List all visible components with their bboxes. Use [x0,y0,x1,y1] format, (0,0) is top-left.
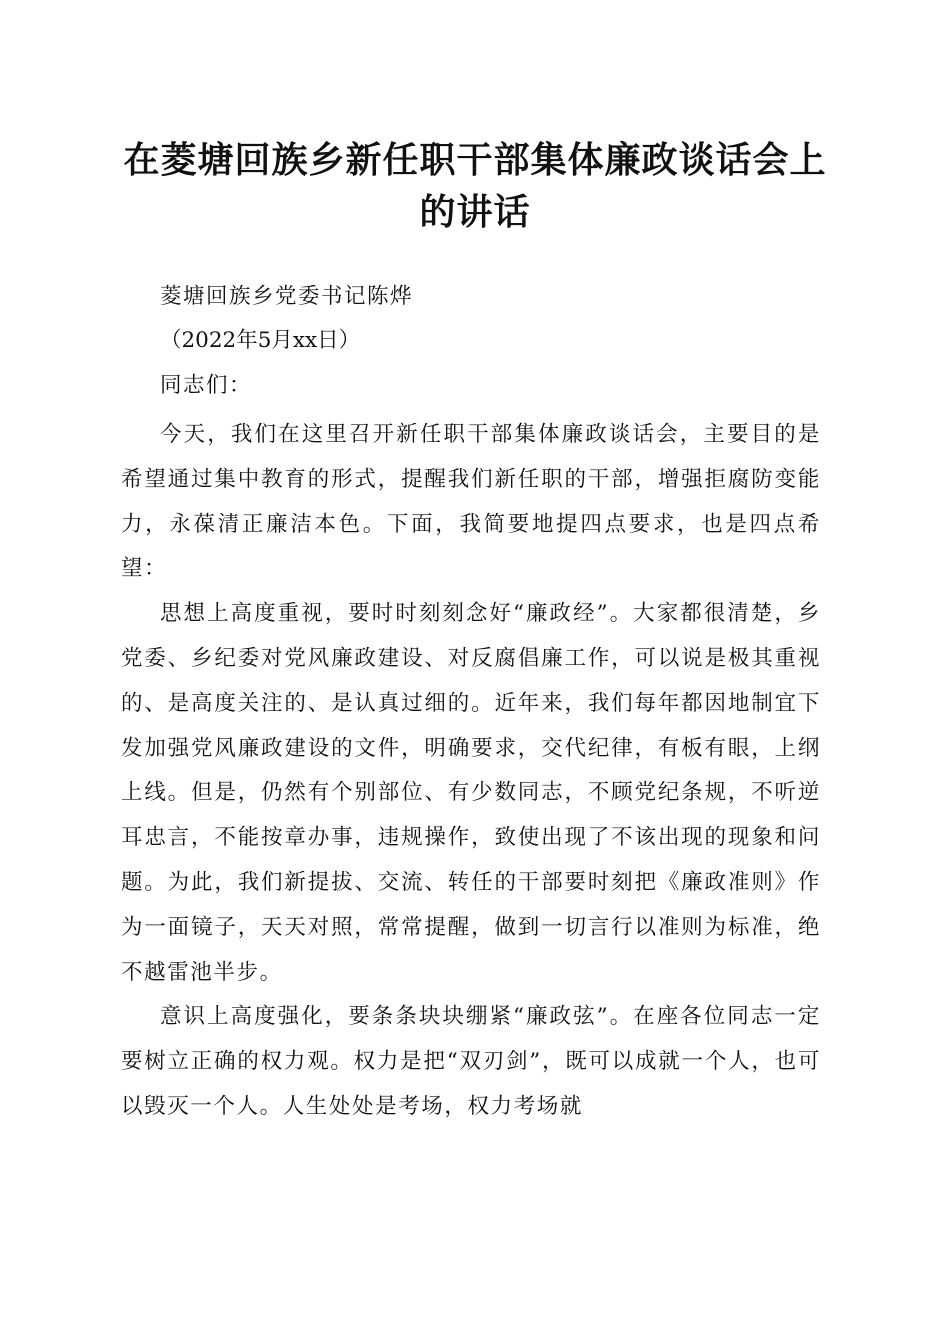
paragraph-intro: 今天，我们在这里召开新任职干部集体廉政谈话会，主要目的是希望通过集中教育的形式，提醒我们新任职的干部，增强拒腐防变能力，永葆清正廉洁本色。下面，我简要地提四点要求，也是四点希望： [121,422,821,582]
document-body [121,413,821,1130]
author-byline: 菱塘回族乡党委书记陈烨 [160,284,414,309]
paragraph-point-1: 思想上高度重视，要时时刻刻念好“廉政经”。大家都很清楚，乡党委、乡纪委对党风廉政建设、对反腐倡廉工作，可以说是极其重视的、是高度关注的、是认真过细的。近年来，我们每年都因地制宜下发加强党风廉政建设的文件，明确要求，交代纪律，有板有眼，上纲上线。但是，仍然有个别部位、有少数同志，不顾党纪条规，不听逆耳忠言，不能按章办事，违规操作，致使出现了不该出现的现象和问题。为此，我们新提拔、交流、转任的干部要时刻把《廉政准则》作为一面镜子，天天对照，常常提醒，做到一切言行以准则为标准，绝不越雷池半步。 [121,601,821,985]
document-title: 在菱塘回族乡新任职干部集体廉政谈话会上的讲话 [123,139,827,233]
paragraph-point-2: 意识上高度强化，要条条块块绷紧“廉政弦”。在座各位同志一定要树立正确的权力观。权力是把“双刃剑”，既可以成就一个人，也可以毁灭一个人。人生处处是考场，权力考场就 [121,1004,821,1119]
speech-date: （2022年5月xx日） [160,328,361,353]
greeting: 同志们： [160,373,253,398]
